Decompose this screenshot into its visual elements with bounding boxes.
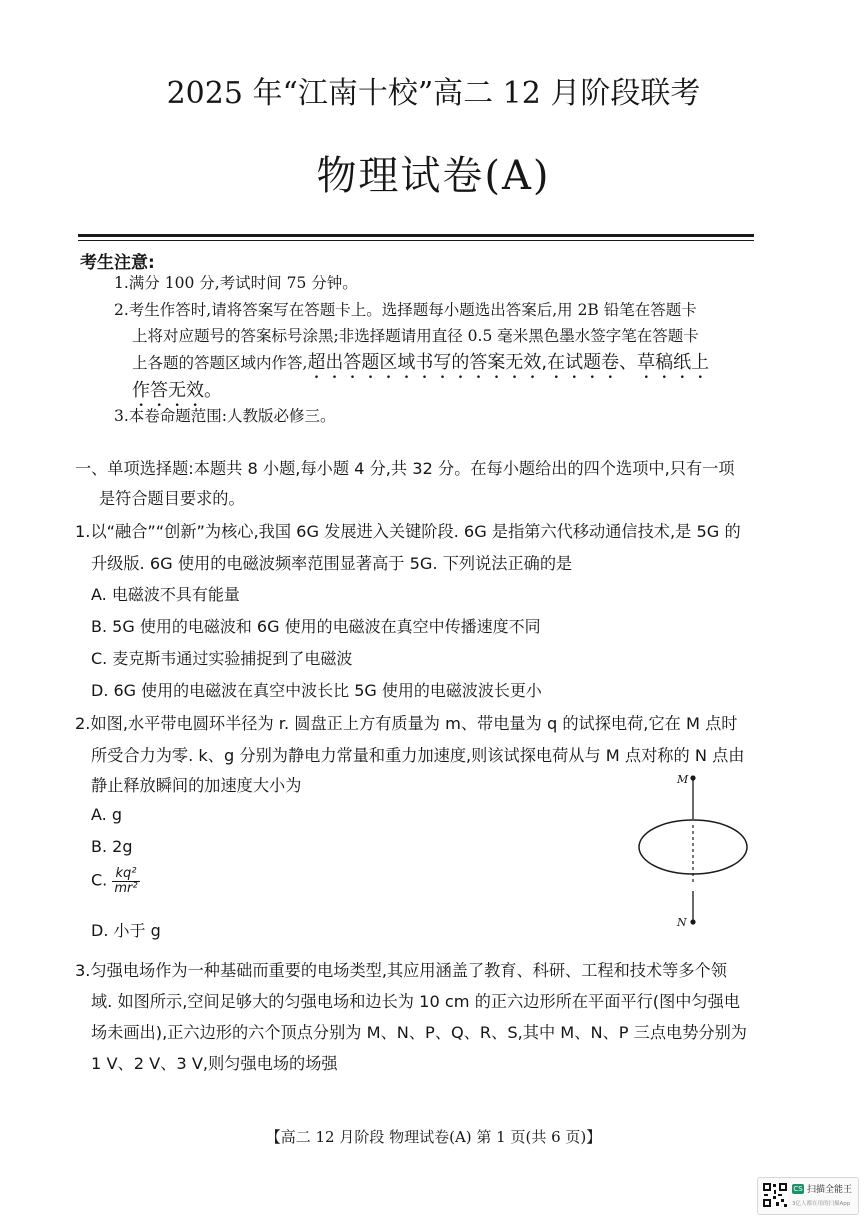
scanner-watermark <box>757 1177 859 1215</box>
q1-option-d: D. 6G 使用的电磁波在真空中波长比 5G 使用的电磁波波长更小 <box>91 681 542 700</box>
q2-stem-line-3: 静止释放瞬间的加速度大小为 <box>91 776 302 795</box>
q2-option-c <box>91 867 140 895</box>
scanner-app-name: 扫描全能王 <box>807 1185 853 1195</box>
q3-stem-line-3: 场未画出),正六边形的六个顶点分别为 M、N、P、Q、R、S,其中 M、N、P 三点电势分别为 <box>91 1023 747 1042</box>
q1-stem-line-2: 升级版. 6G 使用的电磁波频率范围显著高于 5G. 下列说法正确的是 <box>91 554 573 573</box>
point-n-dot <box>690 919 695 924</box>
section-1-heading-cont: 是符合题目要求的。 <box>99 489 245 508</box>
notice-item-3: 3.本卷命题范围:人教版必修三。 <box>114 407 336 425</box>
point-m-dot <box>690 775 695 780</box>
q2-option-c-denominator: mr² <box>114 880 138 896</box>
q1-option-a: A. 电磁波不具有能量 <box>91 585 240 604</box>
notice-item-2-line-1: 2.考生作答时,请将答案写在答题卡上。选择题每小题选出答案后,用 2B 铅笔在答题卡 <box>114 301 697 319</box>
q2-option-c-numerator: kq² <box>112 867 139 882</box>
section-1-heading: 一、单项选择题:本题共 8 小题,每小题 4 分,共 32 分。在每小题给出的四个选项中,只有一项 <box>75 459 735 478</box>
q2-ring-figure <box>630 765 760 935</box>
scanner-app-badge: CS <box>793 1185 803 1193</box>
qr-code-icon <box>762 1182 788 1208</box>
q2-option-d: D. 小于 g <box>91 921 161 940</box>
label-m: M <box>677 773 689 786</box>
header-rule-thick <box>78 234 754 237</box>
notice-item-1: 1.满分 100 分,考试时间 75 分钟。 <box>114 274 358 292</box>
q2-option-a: A. g <box>91 805 122 824</box>
q1-stem-line-1: 1.以“融合”“创新”为核心,我国 6G 发展进入关键阶段. 6G 是指第六代移动通信技术,是 5G 的 <box>75 522 741 541</box>
q1-option-c: C. 麦克斯韦通过实验捕捉到了电磁波 <box>91 649 353 668</box>
notice-item-2-line-3-plain: 上各题的答题区域内作答, <box>132 354 308 372</box>
q3-stem-line-2: 域. 如图所示,空间足够大的匀强电场和边长为 10 cm 的正六边形所在平面平行(图中匀强电 <box>91 992 741 1011</box>
label-n: N <box>677 916 687 929</box>
q3-stem-line-1: 3.匀强电场作为一种基础而重要的电场类型,其应用涵盖了教育、科研、工程和技术等多个领 <box>75 961 727 980</box>
header-rule-thin <box>78 240 754 241</box>
q2-stem-line-1: 2.如图,水平带电圆环半径为 r. 圆盘正上方有质量为 m、带电量为 q 的试探电荷,它在 M 点时 <box>75 714 738 733</box>
notice-item-2-line-4-emphasis: 作答无效。 <box>132 380 222 401</box>
scanner-app-tagline: 3亿人都在用的扫描App <box>792 1201 851 1207</box>
q2-option-b: B. 2g <box>91 837 133 856</box>
q2-option-c-label: C. <box>91 870 108 890</box>
notice-item-2-line-2: 上将对应题号的答案标号涂黑;非选择题请用直径 0.5 毫米黑色墨水签字笔在答题卡 <box>132 327 699 345</box>
notice-item-2-line-3-emphasis: 超出答题区域书写的答案无效,在试题卷、草稿纸上 <box>307 352 710 373</box>
q2-option-c-fraction <box>112 867 139 895</box>
subject-title: 物理试卷(A) <box>316 153 551 199</box>
charged-ring <box>639 820 747 874</box>
exam-title: 2025 年“江南十校”高二 12 月阶段联考 <box>166 76 701 111</box>
page-footer: 【高二 12 月阶段 物理试卷(A) 第 1 页(共 6 页)】 <box>265 1128 602 1146</box>
q3-stem-line-4: 1 V、2 V、3 V,则匀强电场的场强 <box>91 1054 338 1073</box>
notice-heading: 考生注意: <box>80 253 155 273</box>
q2-stem-line-2: 所受合力为零. k、g 分别为静电力常量和重力加速度,则该试探电荷从与 M 点对称的 N 点由 <box>91 746 745 765</box>
q1-option-b: B. 5G 使用的电磁波和 6G 使用的电磁波在真空中传播速度不同 <box>91 617 541 636</box>
